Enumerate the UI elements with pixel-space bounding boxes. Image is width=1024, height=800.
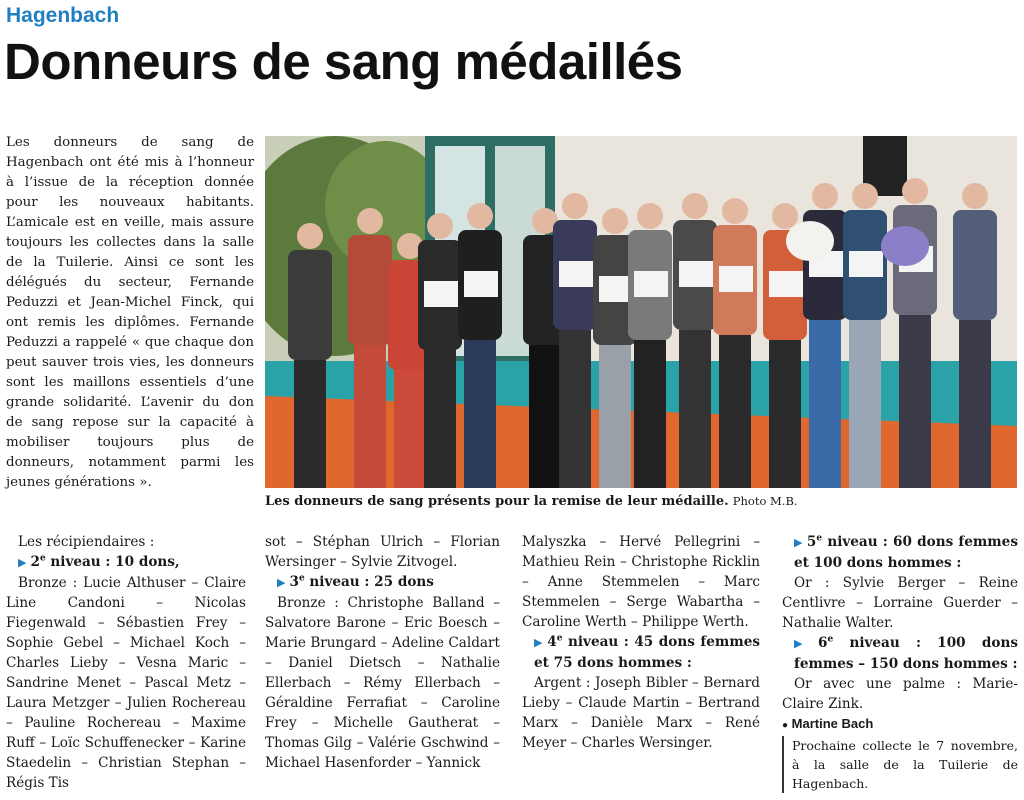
person-head <box>852 183 878 209</box>
photo-credit: Photo M.B. <box>732 494 798 508</box>
person-legs <box>354 345 386 488</box>
photo-caption <box>265 493 1017 510</box>
level-3-heading: ▶ 3e niveau : 25 dons <box>277 573 434 590</box>
person-head <box>427 213 453 239</box>
next-collection-note: Prochaine collecte le 7 novembre, à la salle de la Tuilerie de Hagenbach. <box>782 736 1018 793</box>
column-2 <box>265 532 500 773</box>
person-body <box>348 235 392 345</box>
person-legs <box>849 320 881 488</box>
level-5-list: Or : Sylvie Berger – Reine Centlivre – Lorraine Guerder – Nathalie Walter. <box>782 575 1018 631</box>
person-head <box>682 193 708 219</box>
level-6-list: Or avec une palme : Marie-Claire Zink. <box>782 676 1018 712</box>
author-signature: ● Martine Bach <box>782 716 874 731</box>
person-head <box>467 203 493 229</box>
section-kicker: Hagenbach <box>6 4 120 27</box>
article-intro: Les donneurs de sang de Hagenbach ont été mis à l’honneur à l’issue de la réception donnée pour les nouveaux habitants. L’amicale est en veille, mais assure toujours les collectes dans la salle de la Tuilerie. Ainsi ce sont les délégués du secteur, Fernande Peduzzi et Jean-Michel Finck, qui ont remis les diplômes. Fernande Peduzzi a rappelé « que chaque don peut sauver trois vies, les donneurs sont les maillons essentiels d’une grande solidarité. L’avenir du don de sang repose sur la capacité à mobiliser toujours plus de donneurs, notamment parmi les jeunes générations ». <box>6 135 254 490</box>
diploma-sheet <box>599 276 633 302</box>
person-legs <box>394 370 426 488</box>
recipients-intro: Les récipiendaires : <box>18 534 155 550</box>
diploma-sheet <box>634 271 668 297</box>
level-3-list: Bronze : Christophe Balland – Salvatore Barone – Eric Boesch – Marie Brungard – Adeline Caldart – Daniel Dietsch – Nathalie Ellerbach – Rémy Ellerbach – Géraldine Ferrafiat – Caroline Frey – Michelle Gautherat – Thomas Gilg – Valérie Gschwind – Michael Hasenforder – Yannick <box>265 595 500 771</box>
group-photo <box>265 136 1017 488</box>
person-legs <box>809 320 841 488</box>
person-legs <box>294 360 326 488</box>
diploma-sheet <box>849 251 883 277</box>
diploma-sheet <box>424 281 458 307</box>
article-headline: Donneurs de sang médaillés <box>4 33 683 90</box>
level-2-list: Bronze : Lucie Althuser – Claire Line Candoni – Nicolas Fiegenwald – Sébastien Frey – Sophie Gebel – Michael Koch – Charles Lieby – Vesna Maric – Sandrine Menet – Pascal Metz – Laura Metzger – Julien Rochereau – Pauline Rochereau – Maxime Ruff – Loïc Schuffenecker – Karine Staedelin – Christian Stephan – Régis Tis <box>6 575 246 791</box>
person-head <box>812 183 838 209</box>
person-head <box>772 203 798 229</box>
diploma-sheet <box>769 271 803 297</box>
person-head <box>357 208 383 234</box>
arrow-icon: ▶ <box>534 636 544 649</box>
person-head <box>602 208 628 234</box>
person-legs <box>464 340 496 488</box>
column-3 <box>522 532 760 753</box>
diploma-sheet <box>719 266 753 292</box>
person-legs <box>899 315 931 488</box>
flower-bouquet <box>881 226 929 266</box>
diploma-sheet <box>679 261 713 287</box>
person-head <box>297 223 323 249</box>
person-head <box>962 183 988 209</box>
diploma-sheet <box>559 261 593 287</box>
level-2-heading: ▶ 2e niveau : 10 dons, <box>18 553 180 570</box>
level-4-list: Argent : Joseph Bibler – Bernard Lieby – Claude Martin – Bertrand Marx – Danièle Marx – René Meyer – Charles Wersinger. <box>522 675 760 751</box>
person-legs <box>634 340 666 488</box>
level-2-list-cont: sot – Stéphan Ulrich – Florian Wersinger – Sylvie Zitvogel. <box>265 534 500 570</box>
level-3-list-cont: Malyszka – Hervé Pellegrini – Mathieu Rein – Christophe Ricklin – Anne Stemmelen – Marc Stemmelen – Serge Wabartha – Caroline Werth – Philippe Werth. <box>522 534 760 630</box>
column-1 <box>6 532 246 793</box>
person-legs <box>559 330 591 488</box>
arrow-icon: ▶ <box>794 637 814 650</box>
person-legs <box>959 320 991 488</box>
arrow-icon: ▶ <box>277 576 286 589</box>
person-legs <box>599 345 631 488</box>
person-head <box>562 193 588 219</box>
level-5-heading: ▶ 5e niveau : 60 dons femmes et 100 dons hommes : <box>794 533 1018 571</box>
person-head <box>902 178 928 204</box>
person-legs <box>424 350 456 488</box>
flower-bouquet <box>786 221 834 261</box>
person-body <box>288 250 332 360</box>
person-legs <box>679 330 711 488</box>
person-legs <box>719 335 751 488</box>
person-legs <box>769 340 801 488</box>
level-6-heading: ▶ 6e niveau : 100 dons femmes – 150 dons hommes : <box>794 634 1018 672</box>
arrow-icon: ▶ <box>794 536 803 549</box>
person-legs <box>529 345 561 488</box>
diploma-sheet <box>464 271 498 297</box>
bullet-icon: ● <box>782 720 789 731</box>
person-head <box>637 203 663 229</box>
column-4 <box>782 532 1018 793</box>
caption-text: Les donneurs de sang présents pour la remise de leur médaille. <box>265 494 729 509</box>
person-body <box>953 210 997 320</box>
arrow-icon: ▶ <box>18 556 27 569</box>
level-4-heading: ▶ 4e niveau : 45 dons femmes et 75 dons hommes : <box>534 633 760 671</box>
person-head <box>722 198 748 224</box>
